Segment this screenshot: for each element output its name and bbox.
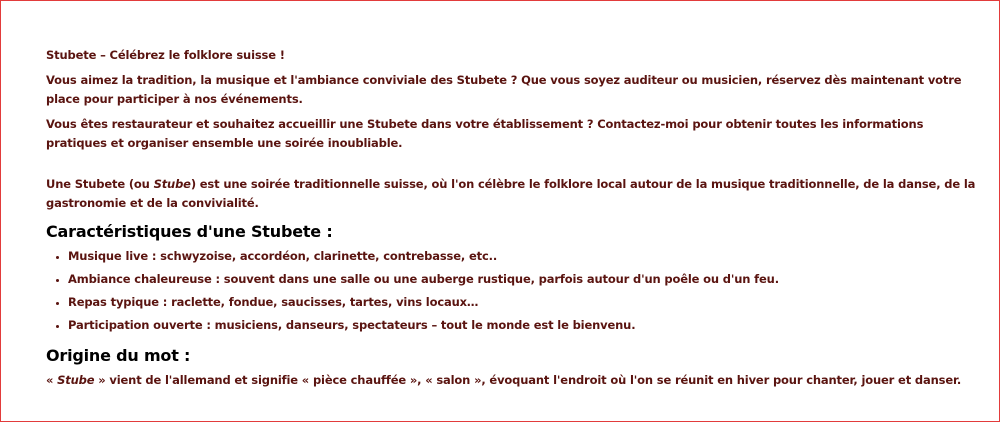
origin-text: » vient de l'allemand et signifie « pièce chauffée », « salon », évoquant l'endroit où l'on se réunit en hiver pour chanter, jouer et danser. (94, 373, 962, 387)
intro-paragraph-restaurateurs: Vous êtes restaurateur et souhaitez accueillir une Stubete dans votre établissement ? Contactez-moi pour obtenir toutes les informations pratiques et organiser ensemble une soirée inoubliable. (46, 117, 924, 150)
features-heading: Caractéristiques d'une Stubete : (46, 222, 333, 241)
definition-after: ) est une soirée traditionnelle suisse, où l'on célèbre le folklore local autour de la musique traditionnelle, de la danse, de la gastronomie et de la convivialité. (46, 177, 976, 210)
features-list (46, 247, 981, 335)
definition-term: Stube (153, 177, 191, 191)
feature-item-participation: • Participation ouverte : musiciens, danseurs, spectateurs – tout le monde est le bienvenu. (68, 316, 981, 335)
origin-paragraph (46, 371, 981, 390)
feature-item-music: • Musique live : schwyzoise, accordéon, clarinette, contrebasse, etc.. (68, 247, 981, 266)
origin-word: Stube (57, 373, 95, 387)
feature-item-ambiance: • Ambiance chaleureuse : souvent dans une salle ou une auberge rustique, parfois autour d'un poêle ou d'un feu. (68, 270, 981, 289)
tagline: Stubete – Célébrez le folklore suisse ! (46, 48, 285, 62)
origin-open-quote: « (46, 373, 58, 387)
feature-item-meal: • Repas typique : raclette, fondue, saucisses, tartes, vins locaux… (68, 293, 981, 312)
origin-heading: Origine du mot : (46, 346, 191, 365)
definition-before: Une Stubete (ou (46, 177, 154, 191)
intro-paragraph-audience: Vous aimez la tradition, la musique et l'ambiance conviviale des Stubete ? Que vous soyez auditeur ou musicien, réservez dès maintenant votre place pour participer à nos événements. (46, 73, 962, 106)
definition-paragraph (46, 175, 981, 213)
main-content (46, 46, 981, 396)
